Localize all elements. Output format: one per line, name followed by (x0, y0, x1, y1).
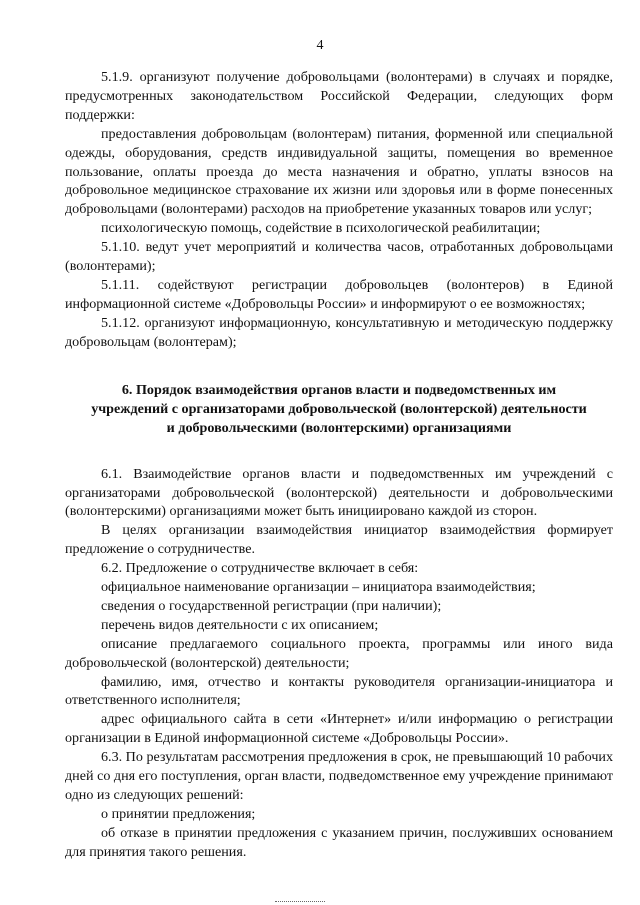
paragraph: 6.1. Взаимодействие органов власти и подведомственных им учреждений с организаторами добровольческой (волонтерской) деятельности и добровольческими (волонтерскими) организациями может быть инициировано каждой из сторон. (65, 465, 613, 520)
section-heading-line: учреждений с организаторами добровольческой (волонтерской) деятельности (91, 400, 587, 417)
paragraph: фамилию, имя, отчество и контакты руководителя организации-инициатора и ответственного исполнителя; (65, 673, 613, 709)
paragraph: предоставления добровольцам (волонтерам) питания, форменной или специальной одежды, оборудования, средств индивидуальной защиты, помещения во временное пользование, оплаты проезда до места назначения и обратно, уплаты взносов на добровольное медицинское страхование их жизни или здоровья или в форме понесенных добровольцами (волонтерами) расходов на приобретение указанных товаров или услуг; (65, 125, 613, 218)
section-heading-line: 6. Порядок взаимодействия органов власти и подведомственных им (121, 381, 557, 398)
paragraph: В целях организации взаимодействия инициатор взаимодействия формирует предложение о сотрудничестве. (65, 522, 613, 558)
paragraph: 5.1.10. ведут учет мероприятий и количества часов, отработанных добровольцами (волонтерами); (65, 239, 613, 275)
paragraph: психологическую помощь, содействие в психологической реабилитации; (101, 220, 541, 237)
paragraph: перечень видов деятельности с их описанием; (101, 616, 379, 633)
paragraph: описание предлагаемого социального проекта, программы или иного вида добровольческой (волонтерской) деятельности; (65, 635, 613, 671)
paragraph: 6.2. Предложение о сотрудничестве включает в себя: (101, 560, 419, 577)
paragraph: официальное наименование организации – инициатора взаимодействия; (101, 579, 536, 596)
paragraph: 5.1.11. содействуют регистрации добровольцев (волонтеров) в Единой информационной системе «Добровольцы России» и информируют о ее возможностях; (65, 276, 613, 312)
section-heading-line: и добровольческими (волонтерскими) организациями (166, 419, 512, 436)
section-heading (65, 381, 613, 438)
paragraph: о принятии предложения; (101, 805, 256, 822)
paragraph: об отказе в принятии предложения с указанием причин, послуживших основанием для принятия такого решения. (65, 824, 613, 860)
paragraph: сведения о государственной регистрации (при наличии); (101, 597, 442, 614)
page-number: 4 (316, 38, 324, 53)
scan-artifact-divider (275, 901, 325, 903)
paragraph: адрес официального сайта в сети «Интернет» и/или информацию о регистрации организации в Единой информационной системе «Добровольцы России». (65, 711, 613, 747)
paragraph: 6.3. По результатам рассмотрения предложения в срок, не превышающий 10 рабочих дней со дня его поступления, орган власти, подведомственное ему учреждение принимают одно из следующих решений: (65, 749, 613, 803)
paragraph: 5.1.12. организуют информационную, консультативную и методическую поддержку добровольцам (волонтерам); (65, 314, 613, 350)
document-body (65, 68, 613, 862)
paragraph: 5.1.9. организуют получение добровольцами (волонтерами) в случаях и порядке, предусмотренных законодательством Российской Федерации, следующих форм поддержки: (65, 69, 613, 123)
